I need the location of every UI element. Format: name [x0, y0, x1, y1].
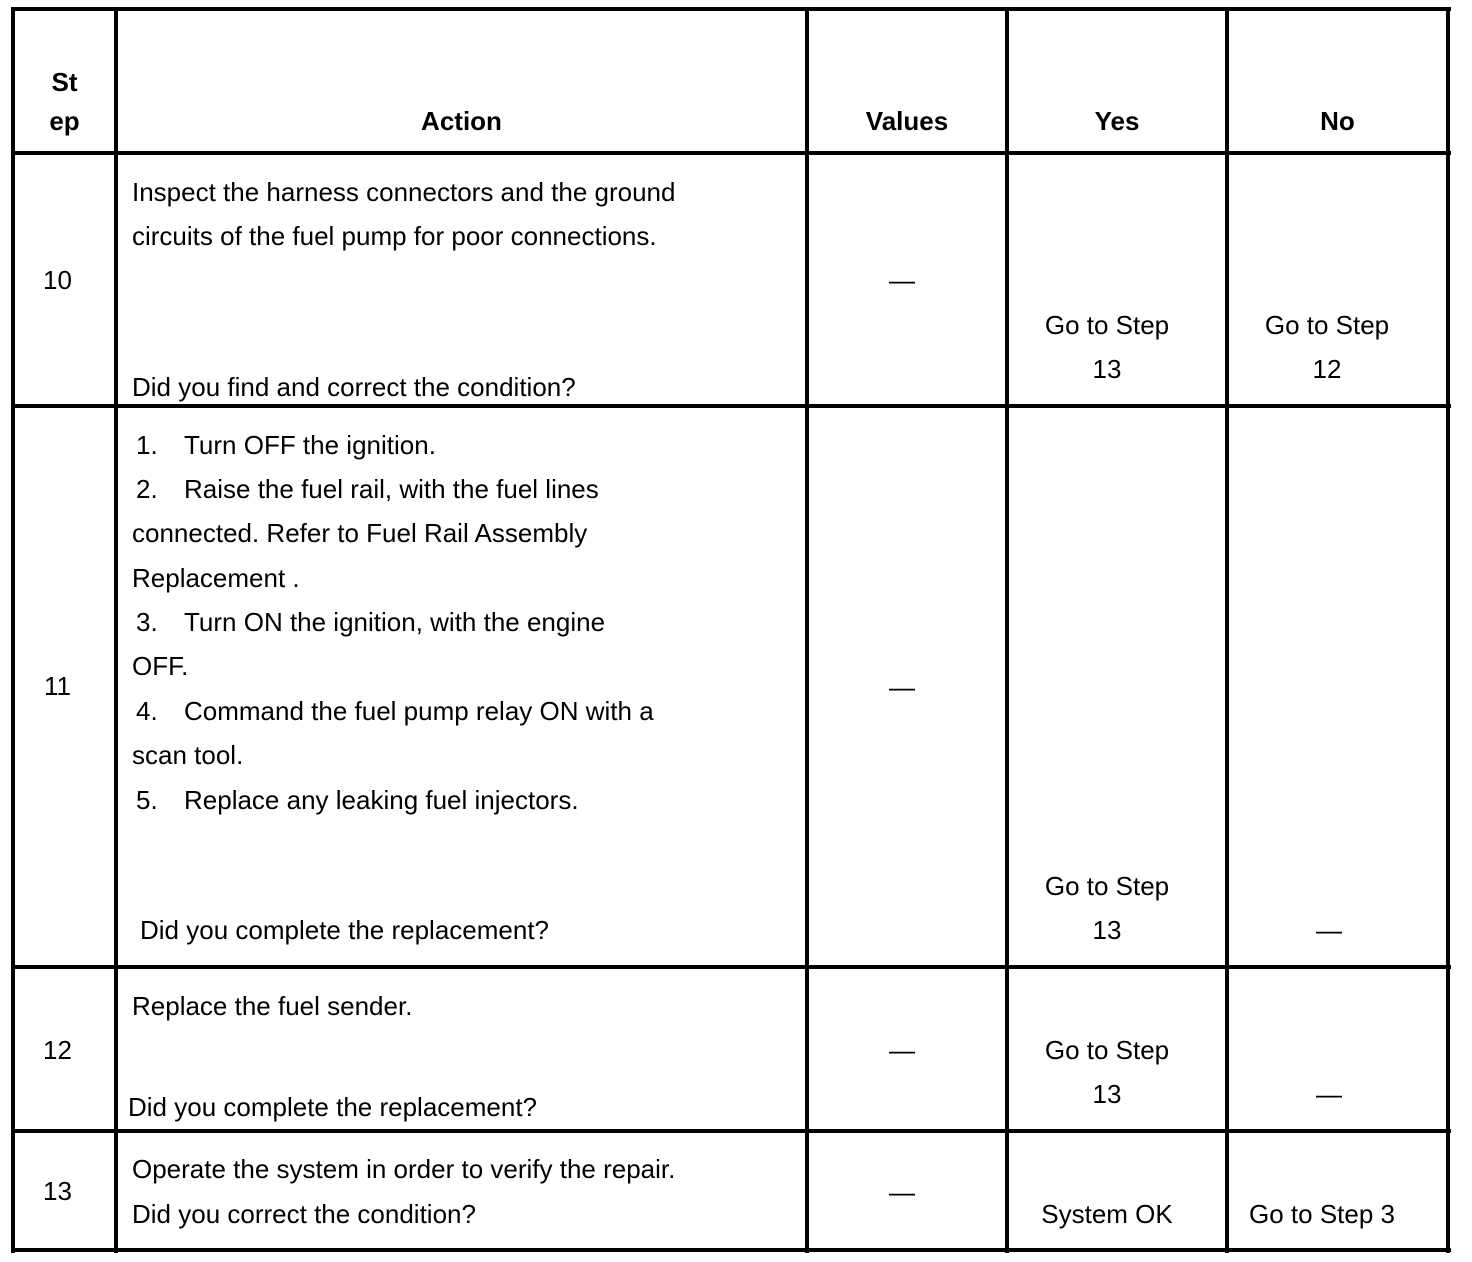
- header-no: No: [1320, 106, 1355, 136]
- yes-cell: 13: [1092, 354, 1122, 384]
- action-question: Did you find and correct the condition?: [132, 372, 576, 402]
- list-item: [132, 785, 579, 815]
- table-border-left: [11, 7, 15, 1253]
- values-cell: —: [889, 1035, 915, 1065]
- table-border-right: [1446, 7, 1450, 1253]
- column-divider: [1225, 7, 1229, 1253]
- list-item-continuation: Replacement .: [132, 563, 300, 593]
- row-divider: [11, 965, 1451, 969]
- no-cell: Go to Step: [1264, 310, 1390, 340]
- list-item-text: Turn ON the ignition, with the engine: [184, 607, 606, 637]
- list-item-number: 2.: [136, 474, 158, 504]
- list-item-text: Raise the fuel rail, with the fuel lines: [184, 474, 599, 504]
- step-number: 10: [43, 265, 72, 295]
- list-item-number: 3.: [136, 607, 158, 637]
- yes-cell: 13: [1092, 1079, 1122, 1109]
- header-action: Action: [421, 106, 502, 136]
- no-cell: —: [1316, 1079, 1342, 1109]
- header-step-line2: ep: [49, 106, 80, 136]
- action-text: circuits of the fuel pump for poor connections.: [132, 221, 657, 251]
- header-yes: Yes: [1094, 106, 1140, 136]
- step-number: 11: [44, 671, 71, 701]
- no-cell: 12: [1312, 354, 1342, 384]
- row-divider: [11, 1129, 1451, 1133]
- column-divider: [1005, 7, 1009, 1253]
- list-item: [132, 430, 436, 460]
- header-step-line1: St: [51, 67, 78, 97]
- action-text: Replace the fuel sender.: [132, 991, 413, 1021]
- yes-cell: Go to Step: [1044, 1035, 1170, 1065]
- header-values: Values: [865, 106, 949, 136]
- table-border-bottom: [11, 1248, 1451, 1252]
- column-divider: [114, 7, 118, 1253]
- table-border-top: [11, 7, 1451, 11]
- action-text: Inspect the harness connectors and the ground: [132, 177, 676, 207]
- row-divider: [11, 404, 1451, 408]
- step-number: 12: [43, 1035, 72, 1065]
- list-item-continuation: OFF.: [132, 651, 189, 681]
- action-question: Did you correct the condition?: [132, 1199, 476, 1229]
- list-item-number: 5.: [136, 785, 158, 815]
- yes-cell: System OK: [1041, 1199, 1173, 1229]
- list-item-continuation: scan tool.: [132, 740, 244, 770]
- list-item-text: Command the fuel pump relay ON with a: [184, 696, 654, 726]
- list-item-text: Turn OFF the ignition.: [184, 430, 436, 460]
- no-cell: Go to Step 3: [1249, 1199, 1395, 1229]
- values-cell: —: [889, 1177, 915, 1207]
- values-cell: —: [889, 672, 915, 702]
- row-divider: [11, 151, 1451, 155]
- list-item-number: 4.: [136, 696, 158, 726]
- list-item: [132, 607, 605, 637]
- yes-cell: Go to Step: [1044, 310, 1170, 340]
- values-cell: —: [889, 265, 915, 295]
- action-question: Did you complete the replacement?: [128, 1092, 538, 1122]
- list-item-number: 1.: [136, 430, 158, 460]
- column-divider: [805, 7, 809, 1253]
- list-item: [132, 696, 654, 726]
- yes-cell: 13: [1092, 915, 1122, 945]
- yes-cell: Go to Step: [1044, 871, 1170, 901]
- no-cell: —: [1316, 915, 1342, 945]
- list-item: [132, 474, 599, 504]
- list-item-text: Replace any leaking fuel injectors.: [184, 785, 579, 815]
- action-question: Did you complete the replacement?: [140, 915, 550, 945]
- list-item-continuation: connected. Refer to Fuel Rail Assembly: [132, 518, 588, 548]
- action-text: Operate the system in order to verify the repair.: [132, 1154, 676, 1184]
- step-number: 13: [43, 1176, 72, 1206]
